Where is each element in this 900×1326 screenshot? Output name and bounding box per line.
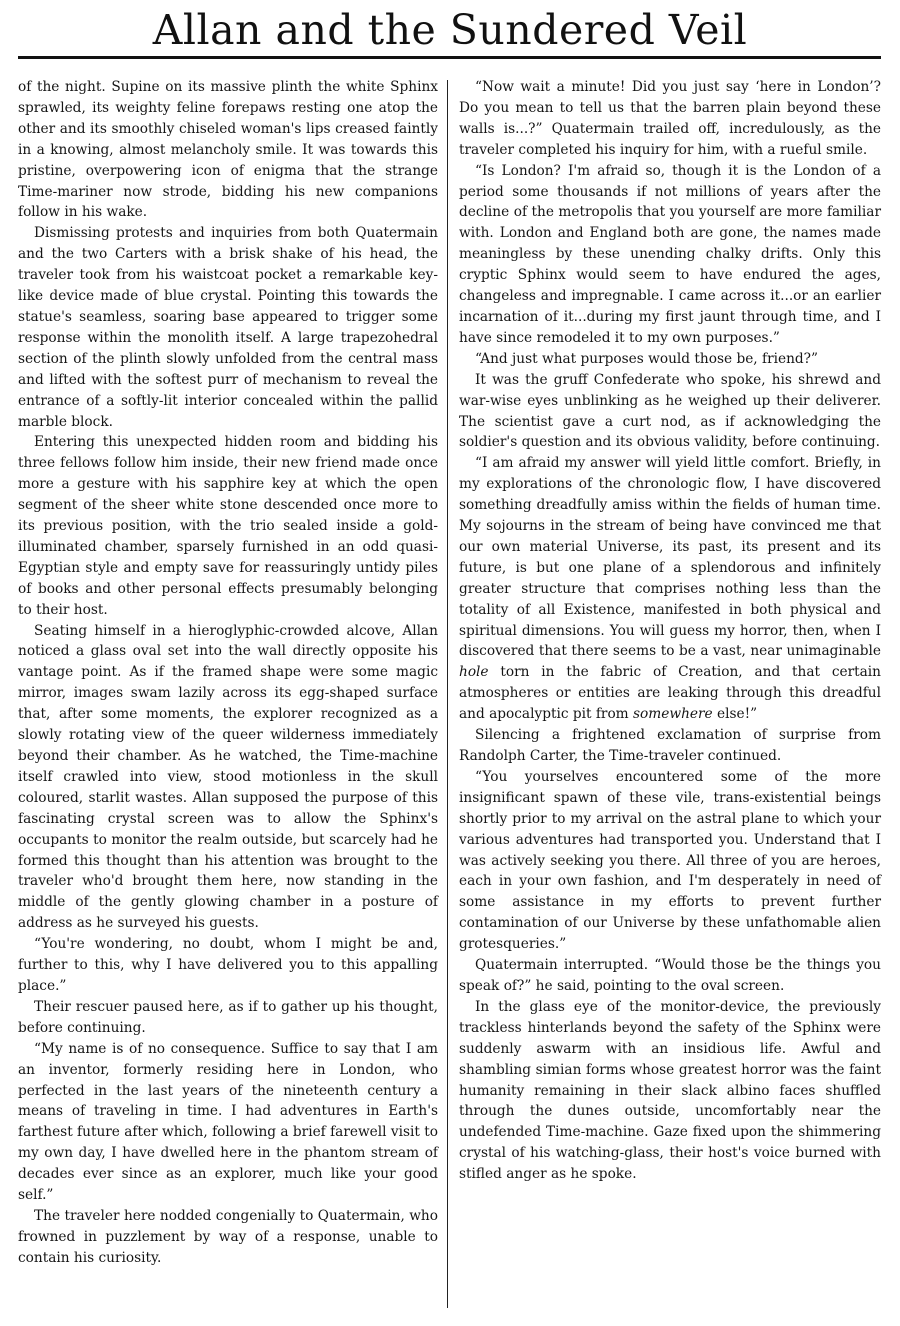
emphasis: hole — [459, 664, 489, 681]
paragraph: The traveler here nodded congenially to Quatermain, who frowned in puzzlement by way of a response, unable to contain his curiosity. — [18, 1207, 438, 1266]
paragraph: In the glass eye of the monitor-device, the previously trackless hinterlands beyond the safety of the Sphinx were suddenly aswarm with an insidious life. Awful and shambling simian forms whose greatest horror was the faint humanity remaining in their slack albino faces shuffled through the dunes outside, uncomfortably near the undefended Time-machine. Gaze fixed upon the shimmering crystal of his watching-glass, their host's voice burned with stifled anger as he spoke. — [459, 998, 881, 1183]
paragraph: It was the gruff Confederate who spoke, his shrewd and war-wise eyes unblinking as he weighed up their deliverer. The scientist gave a curt nod, as if acknowledging the soldier's question and its obvious validity, before continuing. — [459, 371, 881, 451]
paragraph: “My name is of no consequence. Suffice to say that I am an inventor, formerly residing here in London, who perfected in the last years of the nineteenth century a means of traveling in time. I had adventures in Earth's farthest future after which, following a brief farewell visit to my own day, I have dwelled here in the phantom stream of decades ever since as an explorer, much like your good self.” — [18, 1040, 438, 1204]
paragraph — [459, 453, 881, 725]
paragraph: “You yourselves encountered some of the more insignificant spawn of these vile, trans-existential beings shortly prior to my arrival on the astral plane to which your various adventures had transported you. Understand that I was actively seeking you there. All three of you are heroes, each in your own fashion, and I'm desperately in need of some assistance in my efforts to prevent further contamination of our Universe by these unfathomable alien grotesqueries.” — [459, 768, 881, 953]
paragraph: “And just what purposes would those be, friend?” — [475, 350, 819, 367]
paragraph: of the night. Supine on its massive plinth the white Sphinx sprawled, its weighty feline forepaws resting one atop the other and its smoothly chiseled woman's lips creased faintly in a knowing, almost melancholy smile. It was towards this pristine, overpowering icon of enigma that the strange Time-mariner now strode, bidding his new companions follow in his wake. — [18, 79, 438, 221]
column-divider — [447, 80, 448, 1308]
paragraph: Dismissing protests and inquiries from both Quatermain and the two Carters with a brisk shake of his head, the traveler took from his waistcoat pocket a remarkable key-like device made of blue crystal. Pointing this towards the statue's seamless, soaring base appeared to trigger some response within the monolith itself. A large trapezohedral section of the plinth slowly unfolded from the central mass and lifted with the softest purr of mechanism to reveal the entrance of a softly-lit interior concealed within the pallid marble block. — [18, 225, 438, 430]
paragraph: “Is London? I'm afraid so, though it is the London of a period some thousands if not millions of years after the decline of the metropolis that you yourself are more familiar with. London and England both are gone, the names made meaningless by these unending chalky drifts. Only this cryptic Sphinx would seem to have endured the ages, changeless and impregnable. I came across it...or an earlier incarnation of it...during my first jaunt through time, and I have since remodeled it to my own purposes.” — [459, 162, 881, 346]
paragraph: Silencing a frightened exclamation of surprise from Randolph Carter, the Time-traveler continued. — [459, 727, 881, 764]
paragraph: “Now wait a minute! Did you just say ‘here in London’? Do you mean to tell us that the barren plain beyond these walls is...?” Quatermain trailed off, incredulously, as the traveler completed his inquiry for him, with a rueful smile. — [459, 79, 881, 158]
text-run: else!” — [717, 706, 758, 723]
text-run: torn in the fabric of Creation, and that certain atmospheres or entities are leaking through this dreadful and apocalyptic pit from — [459, 664, 881, 723]
text-run: “I am afraid my answer will yield little comfort. Briefly, in my explorations of the chronologic flow, I have discovered something dreadfully amiss within the fields of human time. My sojourns in the stream of being have convinced me that our own material Universe, its past, its present and its future, is but one plane of a splendorous and infinitely greater structure that comprises nothing less than the totality of all Existence, manifested in both physical and spiritual dimensions. You will guess my horror, then, when I discovered that there seems to be a vast, near unimaginable — [459, 455, 881, 660]
paragraph: “You're wondering, no doubt, whom I might be and, further to this, why I have delivered you to this appalling place.” — [18, 936, 438, 994]
paragraph: Seating himself in a hieroglyphic-crowded alcove, Allan noticed a glass oval set into the wall directly opposite his vantage point. As if the framed shape were some magic mirror, images swam lazily across its egg-shaped surface that, after some moments, the explorer recognized as a slowly rotating view of the queer wilderness immediately beyond their chamber. As he watched, the Time-machine itself crawled into view, stood motionless in the skull coloured, starlit wastes. Allan supposed the purpose of this fascinating crystal screen was to allow the Sphinx's occupants to monitor the realm outside, but scarcely had he formed this thought than his attention was brought to the traveler who'd brought them here, now standing in the middle of the gently glowing chamber in a posture of address as he surveyed his guests. — [18, 622, 438, 932]
emphasis: somewhere — [633, 706, 713, 723]
right-column — [459, 77, 881, 1185]
page-title: Allan and the Sundered Veil — [152, 6, 748, 54]
paragraph: Entering this unexpected hidden room and bidding his three fellows follow him inside, their new friend made once more a gesture with his sapphire key at which the open segment of the sheer white stone descended once more to its previous position, with the trio sealed inside a gold-illuminated chamber, sparsely furnished in an odd quasi-Egyptian style and empty save for reassuringly untidy piles of books and other personal effects presumably belonging to their host. — [18, 434, 438, 618]
title-rule — [18, 56, 881, 59]
left-column — [18, 77, 438, 1269]
paragraph: Quatermain interrupted. “Would those be the things you speak of?” he said, pointing to the oval screen. — [459, 957, 881, 994]
paragraph: Their rescuer paused here, as if to gather up his thought, before continuing. — [18, 998, 438, 1036]
